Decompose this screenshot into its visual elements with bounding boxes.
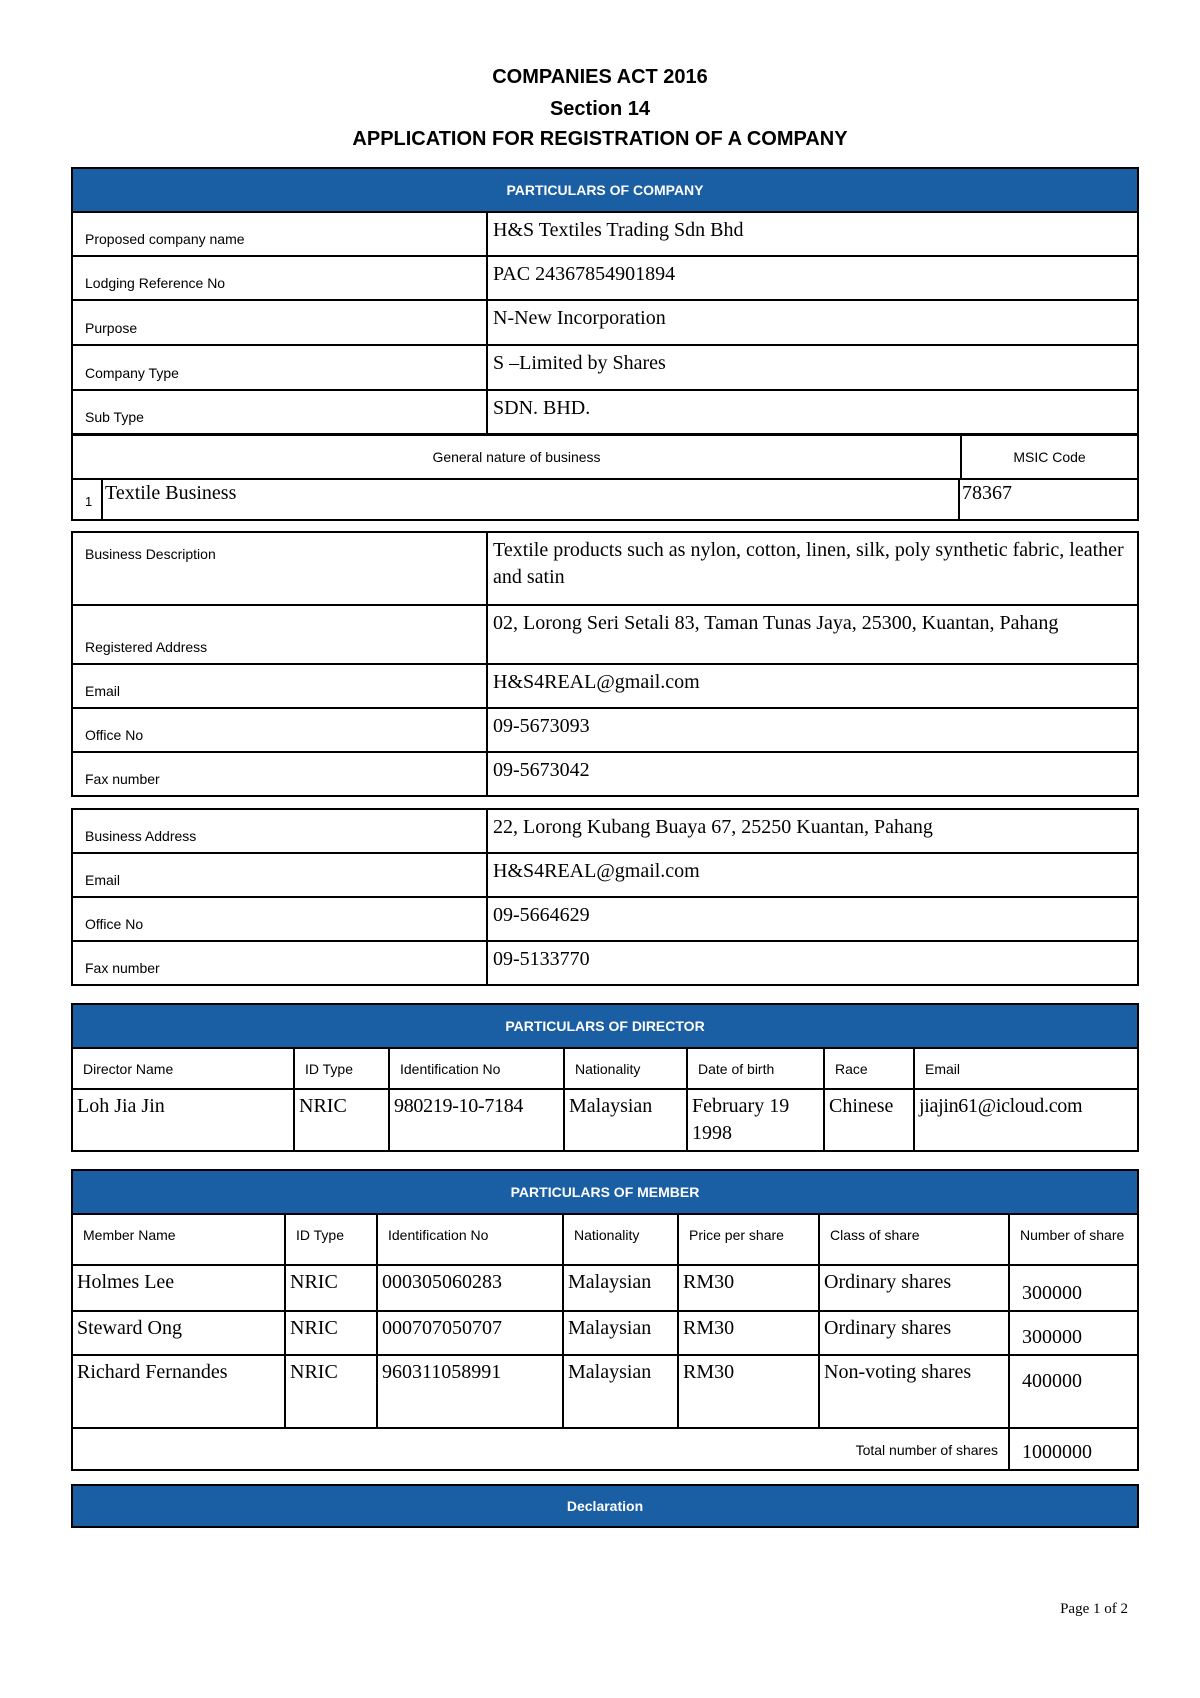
company-row-value: PAC 24367854901894 xyxy=(493,263,676,285)
director-cell: Loh Jia Jin xyxy=(72,1089,294,1151)
member-row xyxy=(72,1265,1138,1311)
business-address-label: Business Address xyxy=(73,810,488,852)
registered-section xyxy=(71,531,1139,797)
member-cell: NRIC xyxy=(285,1355,377,1428)
doc-title-act: COMPANIES ACT 2016 xyxy=(492,66,708,88)
page-number: Page 1 of 2 xyxy=(1060,1601,1128,1617)
company-row xyxy=(73,301,1137,346)
director-column-header: ID Type xyxy=(294,1048,389,1089)
member-cell: 960311058991 xyxy=(377,1355,563,1428)
registered-row-value: H&S4REAL@gmail.com xyxy=(493,671,700,693)
member-column-header: Identification No xyxy=(377,1214,563,1265)
member-cell: 400000 xyxy=(1009,1355,1138,1428)
registered-row-label: Office No xyxy=(73,709,488,751)
director-row xyxy=(72,1089,1138,1151)
company-row-label: Proposed company name xyxy=(73,213,488,255)
member-cell: Ordinary shares xyxy=(819,1265,1009,1311)
registered-row xyxy=(73,753,1137,795)
business-address-section xyxy=(71,808,1139,986)
registered-row-label: Business Description xyxy=(73,533,488,604)
business-address-label: Office No xyxy=(73,898,488,940)
registered-row-label: Email xyxy=(73,665,488,707)
director-cell: jiajin61@icloud.com xyxy=(914,1089,1138,1151)
director-cell: 980219-10-7184 xyxy=(389,1089,564,1151)
company-row xyxy=(73,213,1137,257)
company-row xyxy=(73,257,1137,301)
member-column-header: Member Name xyxy=(72,1214,285,1265)
member-cell: Holmes Lee xyxy=(72,1265,285,1311)
director-section xyxy=(71,1003,1139,1152)
business-address-row xyxy=(73,898,1137,942)
member-column-header: ID Type xyxy=(285,1214,377,1265)
registered-row-value: Textile products such as nylon, cotton, linen, silk, poly synthetic fabric, leather and satin xyxy=(493,539,1124,588)
business-address-value: 22, Lorong Kubang Buaya 67, 25250 Kuantan, Pahang xyxy=(493,816,933,838)
doc-title-section: Section 14 xyxy=(549,98,651,120)
member-column-header: Number of share xyxy=(1009,1214,1138,1265)
director-column-header: Date of birth xyxy=(687,1048,824,1089)
member-heading: PARTICULARS OF MEMBER xyxy=(73,1171,1137,1213)
member-column-header: Nationality xyxy=(563,1214,678,1265)
registered-row xyxy=(73,533,1137,606)
director-cell: Chinese xyxy=(824,1089,914,1151)
company-row-value: H&S Textiles Trading Sdn Bhd xyxy=(493,219,744,241)
business-address-row xyxy=(73,810,1137,854)
total-shares-value: 1000000 xyxy=(1009,1428,1138,1470)
director-cell: NRIC xyxy=(294,1089,389,1151)
member-cell: Non-voting shares xyxy=(819,1355,1009,1428)
member-cell: Ordinary shares xyxy=(819,1311,1009,1355)
director-table xyxy=(71,1047,1139,1152)
registered-row xyxy=(73,709,1137,753)
member-cell: NRIC xyxy=(285,1311,377,1355)
company-row-label: Lodging Reference No xyxy=(73,257,488,299)
doc-title-application: APPLICATION FOR REGISTRATION OF A COMPANY xyxy=(352,128,848,150)
member-cell: Steward Ong xyxy=(72,1311,285,1355)
business-nature-row xyxy=(73,480,1137,519)
member-column-header: Price per share xyxy=(678,1214,819,1265)
member-cell: NRIC xyxy=(285,1265,377,1311)
nature-column-header: General nature of business xyxy=(73,436,962,478)
member-cell: 000305060283 xyxy=(377,1265,563,1311)
business-address-row xyxy=(73,854,1137,898)
director-column-header: Director Name xyxy=(72,1048,294,1089)
total-shares-label: Total number of shares xyxy=(72,1428,1009,1470)
member-section xyxy=(71,1169,1139,1471)
business-address-label: Fax number xyxy=(73,942,488,984)
member-cell: 000707050707 xyxy=(377,1311,563,1355)
member-cell: 300000 xyxy=(1009,1265,1138,1311)
director-column-header: Email xyxy=(914,1048,1138,1089)
member-row xyxy=(72,1311,1138,1355)
company-row-value: N-New Incorporation xyxy=(493,307,666,329)
director-heading: PARTICULARS OF DIRECTOR xyxy=(73,1005,1137,1047)
member-column-header: Class of share xyxy=(819,1214,1009,1265)
director-header-row xyxy=(72,1048,1138,1089)
declaration-heading: Declaration xyxy=(73,1486,1137,1526)
company-row-label: Purpose xyxy=(73,301,488,344)
registered-row-value: 09-5673093 xyxy=(493,715,590,737)
member-cell: RM30 xyxy=(678,1265,819,1311)
company-section xyxy=(71,167,1139,521)
business-address-label: Email xyxy=(73,854,488,896)
declaration-section xyxy=(71,1484,1139,1528)
company-row xyxy=(73,391,1137,436)
registered-row xyxy=(73,665,1137,709)
registered-row-value: 09-5673042 xyxy=(493,759,590,781)
member-cell: Malaysian xyxy=(563,1311,678,1355)
registered-row-value: 02, Lorong Seri Setali 83, Taman Tunas Jaya, 25300, Kuantan, Pahang xyxy=(493,612,1059,634)
business-address-value: H&S4REAL@gmail.com xyxy=(493,860,700,882)
business-address-value: 09-5133770 xyxy=(493,948,590,970)
member-cell: Malaysian xyxy=(563,1355,678,1428)
member-cell: RM30 xyxy=(678,1311,819,1355)
registered-row-label: Registered Address xyxy=(73,606,488,663)
msic-value: 78367 xyxy=(962,482,1012,504)
member-cell: 300000 xyxy=(1009,1311,1138,1355)
member-cell: Richard Fernandes xyxy=(72,1355,285,1428)
member-row xyxy=(72,1355,1138,1428)
company-row-label: Company Type xyxy=(73,346,488,389)
director-column-header: Identification No xyxy=(389,1048,564,1089)
member-cell: RM30 xyxy=(678,1355,819,1428)
member-table xyxy=(71,1213,1139,1471)
company-row xyxy=(73,346,1137,391)
director-column-header: Race xyxy=(824,1048,914,1089)
business-address-value: 09-5664629 xyxy=(493,904,590,926)
director-cell: February 19 1998 xyxy=(687,1089,824,1151)
msic-column-header: MSIC Code xyxy=(1013,449,1086,465)
company-row-value: SDN. BHD. xyxy=(493,397,591,419)
member-header-row xyxy=(72,1214,1138,1265)
company-heading: PARTICULARS OF COMPANY xyxy=(73,169,1137,213)
company-row-label: Sub Type xyxy=(73,391,488,433)
registered-row-label: Fax number xyxy=(73,753,488,795)
business-nature-header xyxy=(73,436,1137,480)
business-address-row xyxy=(73,942,1137,984)
director-cell: Malaysian xyxy=(564,1089,687,1151)
nature-index: 1 xyxy=(73,480,103,519)
member-total-row xyxy=(72,1428,1138,1470)
company-row-value: S –Limited by Shares xyxy=(493,352,666,374)
director-column-header: Nationality xyxy=(564,1048,687,1089)
member-cell: Malaysian xyxy=(563,1265,678,1311)
registered-row xyxy=(73,606,1137,665)
nature-value: Textile Business xyxy=(103,480,960,519)
